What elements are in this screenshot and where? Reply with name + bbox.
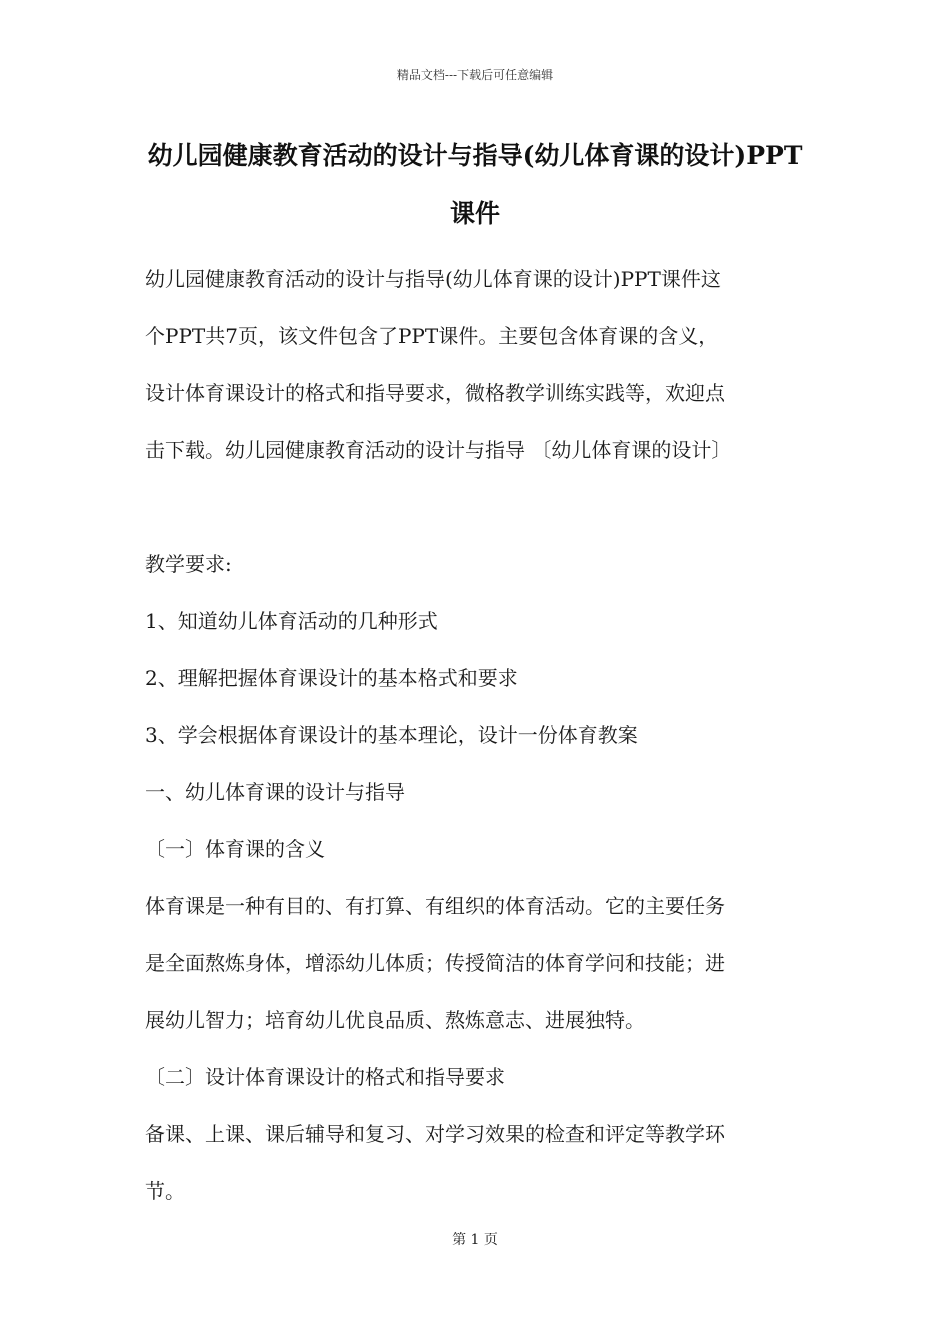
- document-title-line-1: 幼儿园健康教育活动的设计与指导(幼儿体育课的设计)PPT: [147, 141, 803, 170]
- intro-line-4: 击下载。幼儿园健康教育活动的设计与指导 〔幼儿体育课的设计〕: [145, 438, 732, 462]
- subsection-1-body-line-1: 体育课是一种有目的、有打算、有组织的体育活动。它的主要任务: [145, 894, 725, 918]
- intro-line-2: 个PPT共7页，该文件包含了PPT课件。主要包含体育课的含义，: [145, 324, 719, 348]
- subsection-1-heading: 〔一〕体育课的含义: [145, 837, 325, 861]
- teaching-requirements-heading: 教学要求:: [145, 552, 232, 576]
- page-number: 第 1 页: [452, 1232, 498, 1248]
- subsection-1-body-line-2: 是全面熬炼身体，增添幼儿体质；传授简洁的体育学问和技能；进: [145, 951, 725, 975]
- requirement-item-1: 1、知道幼儿体育活动的几种形式: [145, 609, 438, 633]
- subsection-2-body-line-1: 备课、上课、课后辅导和复习、对学习效果的检查和评定等教学环: [145, 1122, 725, 1146]
- intro-line-1: 幼儿园健康教育活动的设计与指导(幼儿体育课的设计)PPT课件这: [145, 267, 721, 291]
- requirement-item-2: 2、理解把握体育课设计的基本格式和要求: [145, 666, 518, 690]
- subsection-2-body-line-2: 节。: [145, 1179, 185, 1203]
- subsection-1-body-line-3: 展幼儿智力；培育幼儿优良品质、熬炼意志、进展独特。: [145, 1008, 645, 1032]
- intro-line-3: 设计体育课设计的格式和指导要求，微格教学训练实践等，欢迎点: [145, 381, 725, 405]
- subsection-2-heading: 〔二〕设计体育课设计的格式和指导要求: [145, 1065, 505, 1089]
- requirement-item-3: 3、学会根据体育课设计的基本理论，设计一份体育教案: [145, 723, 638, 747]
- document-title-line-2: 课件: [449, 199, 500, 228]
- header-note: 精品文档---下载后可任意编辑: [396, 68, 554, 82]
- section-1-heading: 一、幼儿体育课的设计与指导: [145, 780, 405, 804]
